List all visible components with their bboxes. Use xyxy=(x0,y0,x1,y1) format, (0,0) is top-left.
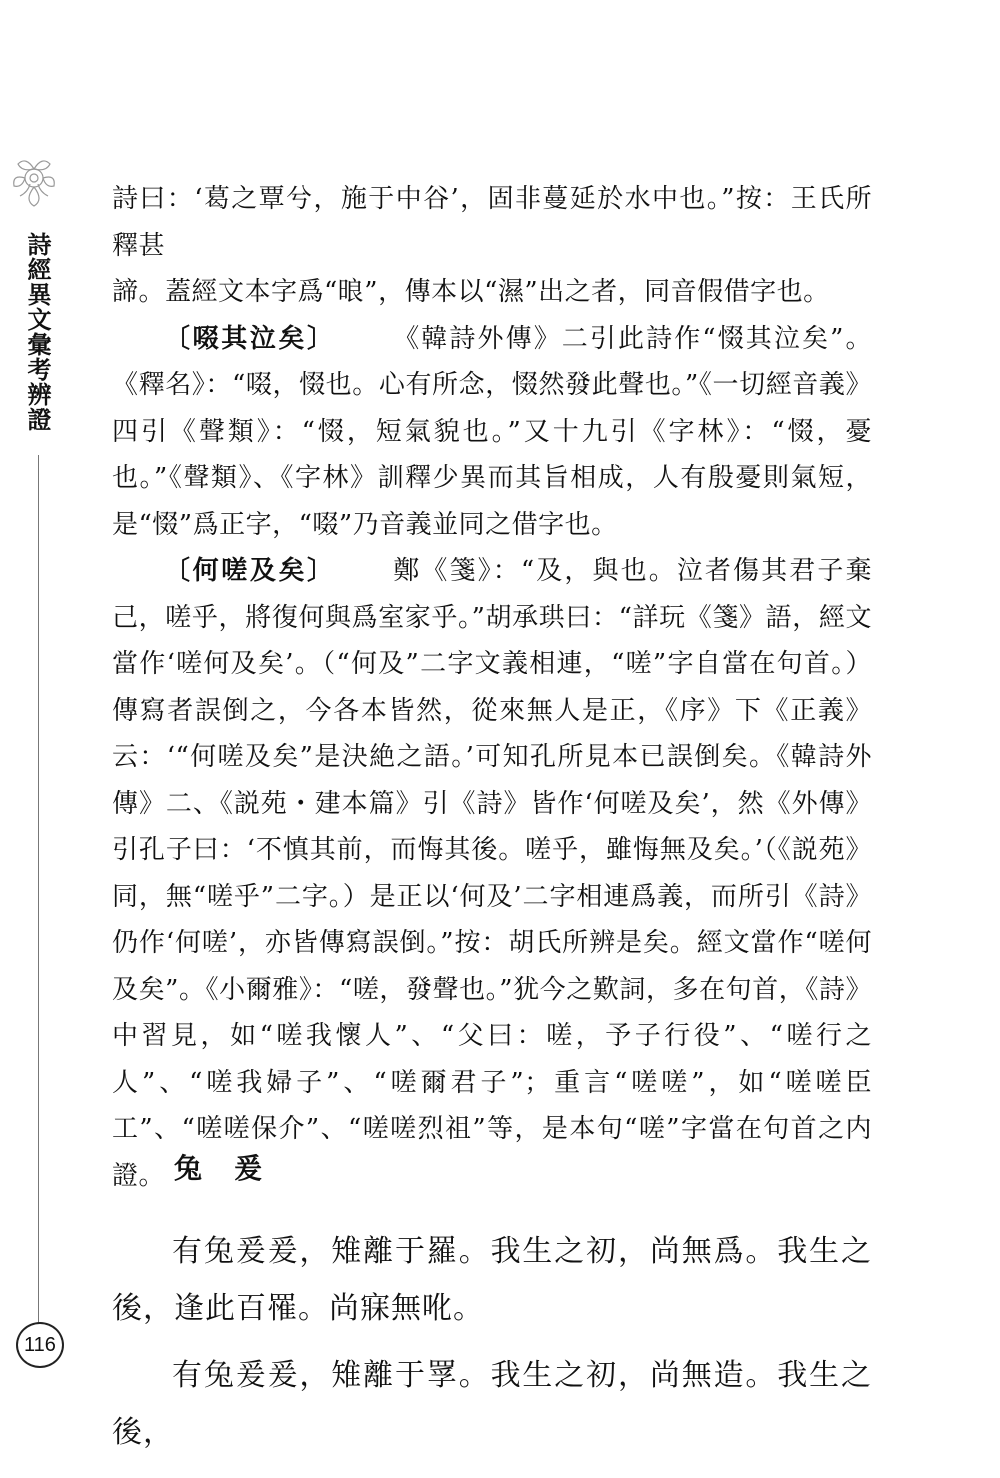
paragraph-line: 諦。蓋經文本字爲“㫰”，傳本以“濕”出之者，同音假借字也。 xyxy=(112,277,830,307)
entry-chuo-qi-qi xyxy=(112,316,872,549)
sidebar-divider xyxy=(38,455,39,1325)
paragraph-line: 詩曰：‘葛之覃兮，施于中谷’，固非蔓延於水中也。”按：王氏所釋甚 xyxy=(112,184,872,261)
page-number: 116 xyxy=(16,1322,64,1368)
commentary-body xyxy=(112,176,872,1199)
entry-text: 《韓詩外傳》二引此詩作“惙其泣矣”。《釋名》：“啜，惙也。心有所念，惙然發此聲也。”《一切經音義》四引《聲類》：“惙，短氣貌也。”又十九引《字林》：“惙，憂也。”《聲類》、《字林》訓釋少異而其旨相成，人有殷憂則氣短，是“惙”爲正字，“啜”乃音義並同之借字也。 xyxy=(112,323,872,540)
section-title: 兔 爰 xyxy=(174,1152,265,1185)
poem-stanza: 有兔爰爰，雉離于羅。我生之初，尚無爲。我生之後，逢此百罹。尚寐無吪。 xyxy=(112,1234,872,1326)
entry-term: 〔何嗟及矣〕 xyxy=(164,556,336,586)
entry-text: 鄭《箋》：“及，與也。泣者傷其君子棄己，嗟乎，將復何與爲室家乎。”胡承珙曰：“詳玩《箋》語，經文當作‘嗟何及矣’。（“何及”二字文義相連，“嗟”字自當在句首。）傳寫者誤倒之，今各本皆然，從來無人是正，《序》下《正義》云：‘“何嗟及矣”是決絶之語。’可知孔所見本已誤倒矣。《韓詩外傳》二、《説苑・建本篇》引《詩》皆作‘何嗟及矣’，然《外傳》引孔子曰：‘不慎其前，而悔其後。嗟乎，雖悔無及矣。’（《説苑》同，無“嗟乎”二字。）是正以‘何及’二字相連爲義，而所引《詩》仍作‘何嗟’，亦皆傳寫誤倒。”按：胡氏所辨是矣。經文當作“嗟何及矣”。《小爾雅》：“嗟，發聲也。”犹今之歎詞，多在句首，《詩》中習見，如“嗟我懷人”、“父曰：嗟，予子行役”、“嗟行之人”、“嗟我婦子”、“嗟爾君子”；重言“嗟嗟”，如“嗟嗟臣工”、“嗟嗟保介”、“嗟嗟烈祖”等，是本句“嗟”字當在句首之内證。 xyxy=(112,556,872,1191)
paragraph-continuation xyxy=(112,176,872,316)
entry-he-jie-ji-yi xyxy=(112,548,872,1199)
entry-term: 〔啜其泣矣〕 xyxy=(164,323,336,354)
decorative-flower-ornament-icon xyxy=(8,148,60,212)
poem-text xyxy=(112,1223,872,1471)
running-title: 詩經異文彙考辨證 xyxy=(23,232,52,432)
poem-stanza: 有兔爰爰，雉離于罦。我生之初，尚無造。我生之後， xyxy=(112,1358,872,1450)
